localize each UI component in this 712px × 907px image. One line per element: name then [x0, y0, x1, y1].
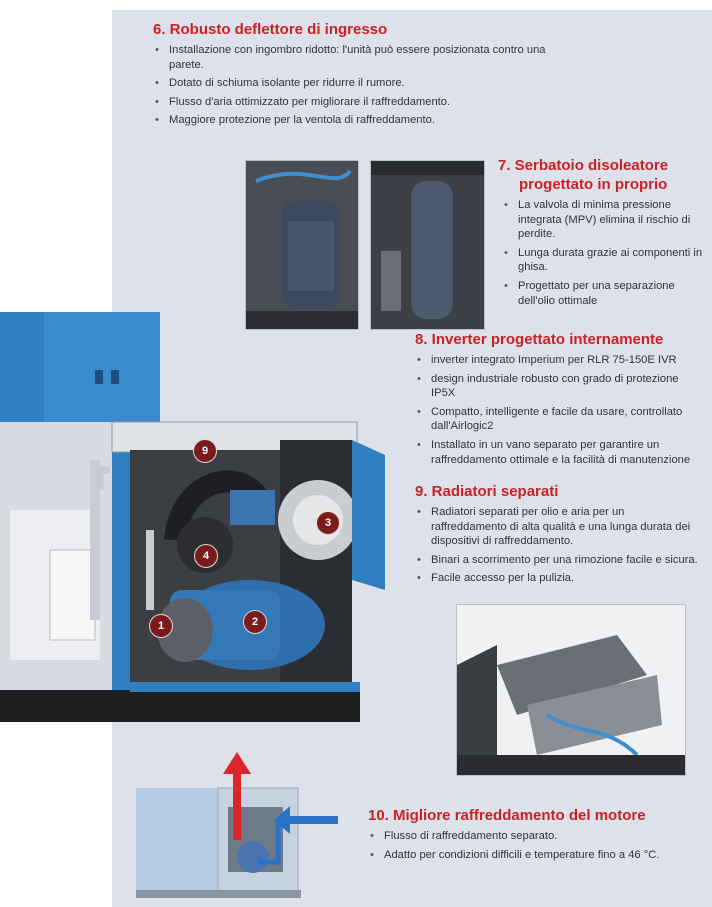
section-7-item: • La valvola di minima pressione integrata (MPV) elimina il rischio di perdite. — [502, 198, 703, 242]
section-8-heading: 8. Inverter progettato internamente — [415, 331, 664, 348]
section-9 — [415, 482, 700, 590]
section-7-list — [498, 198, 703, 308]
radiator-photo — [456, 604, 686, 776]
section-7-heading-line1: 7. Serbatoio disoleatore — [498, 157, 669, 174]
section-8-list — [415, 353, 700, 467]
section-8-item: • inverter integrato Imperium per RLR 75-150E IVR — [415, 353, 700, 368]
section-10 — [368, 806, 688, 866]
section-6-item: • Flusso d'aria ottimizzato per migliorare il raffreddamento. — [153, 95, 553, 110]
section-6-list — [153, 43, 553, 128]
section-10-item: • Adatto per condizioni difficili e temperature fino a 46 °C. — [368, 848, 669, 863]
section-8-item: • Compatto, intelligente e facile da usare, controllato dall'Airlogic2 — [415, 405, 700, 434]
section-8-item: • Installato in un vano separato per garantire un raffreddamento ottimale e la facilità di manutenzione — [415, 438, 700, 467]
badge-3: 3 — [316, 511, 340, 535]
separator-tank-photo-left — [245, 160, 359, 330]
badge-4: 4 — [194, 544, 218, 568]
section-6-heading: 6. Robusto deflettore di ingresso — [153, 21, 388, 38]
motor-cooling-illustration — [128, 752, 353, 902]
section-6-item: • Dotato di schiuma isolante per ridurre il rumore. — [153, 76, 553, 91]
badge-2: 2 — [243, 610, 267, 634]
section-7 — [498, 156, 703, 312]
section-7-item: • Lunga durata grazie ai componenti in ghisa. — [502, 246, 703, 275]
section-7-heading — [498, 156, 703, 194]
section-6-item: • Installazione con ingombro ridotto: l'unità può essere posizionata contro una parete. — [153, 43, 553, 72]
section-8 — [415, 330, 700, 471]
section-8-item: • design industriale robusto con grado di protezione IP5X — [415, 372, 700, 401]
section-6-item: • Maggiore protezione per la ventola di raffreddamento. — [153, 113, 553, 128]
separator-tank-photo-right — [370, 160, 485, 330]
section-10-list — [368, 829, 688, 862]
section-7-item: • Progettato per una separazione dell'olio ottimale — [502, 279, 703, 308]
section-6 — [153, 20, 553, 132]
section-9-item: • Radiatori separati per olio e aria per un raffreddamento di alta qualità e una lunga durata dei dispositivi di raffreddamento. — [415, 505, 700, 549]
section-10-heading: 10. Migliore raffreddamento del motore — [368, 807, 646, 824]
section-9-item: • Facile accesso per la pulizia. — [415, 571, 700, 586]
compressor-illustration — [0, 290, 400, 740]
section-9-heading: 9. Radiatori separati — [415, 483, 559, 500]
section-7-heading-line2: progettato in proprio — [519, 176, 668, 193]
section-9-list — [415, 505, 700, 586]
section-9-item: • Binari a scorrimento per una rimozione facile e sicura. — [415, 553, 700, 568]
section-10-item: • Flusso di raffreddamento separato. — [368, 829, 688, 844]
badge-9: 9 — [193, 439, 217, 463]
badge-1: 1 — [149, 614, 173, 638]
